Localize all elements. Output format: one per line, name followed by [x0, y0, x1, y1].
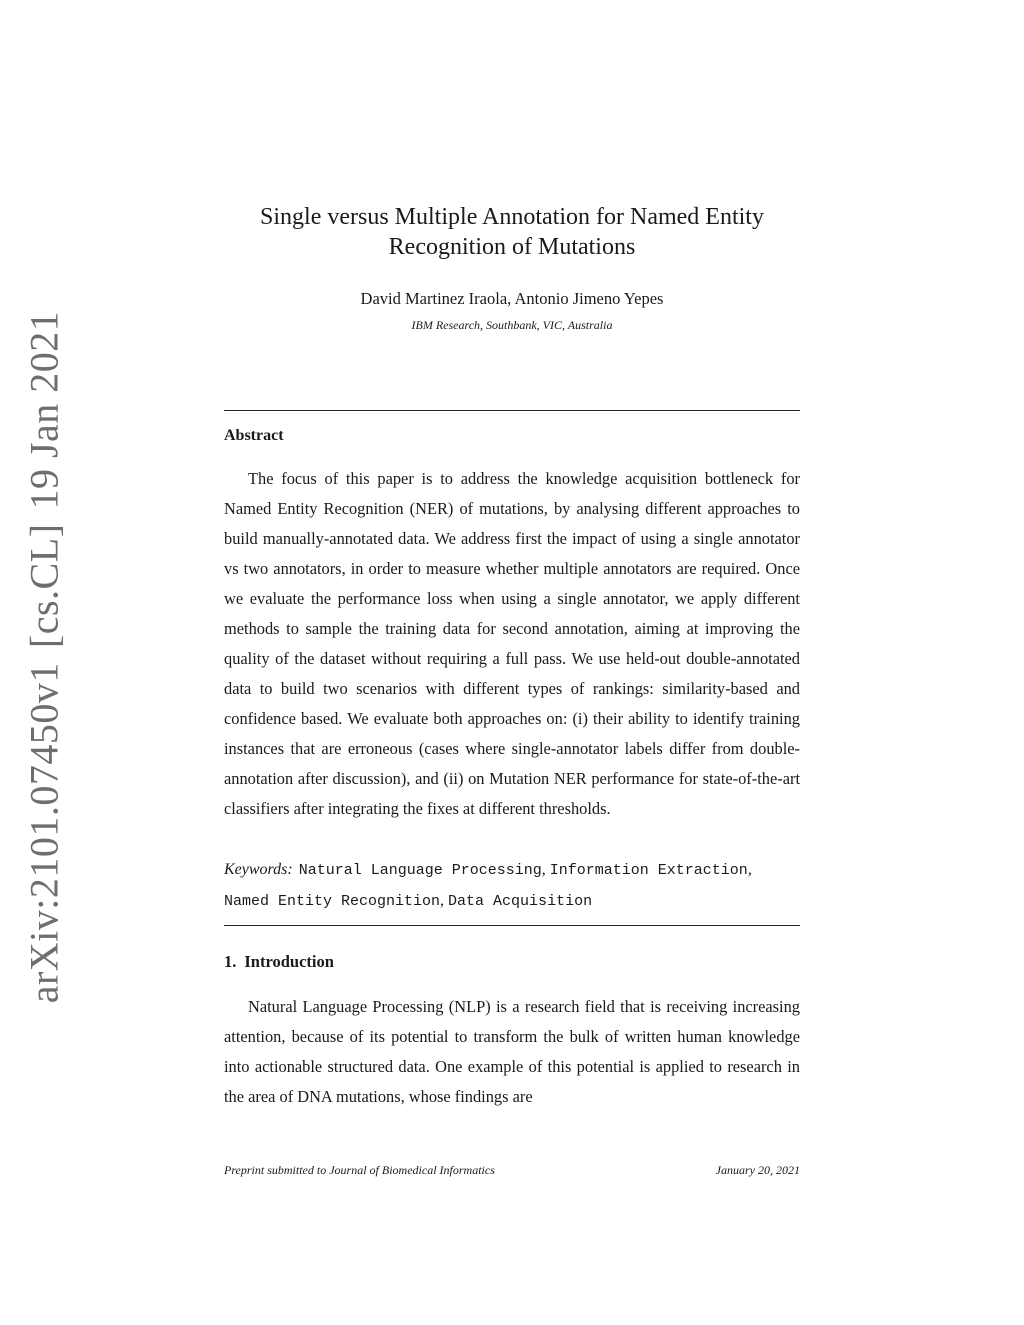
arxiv-category: [cs.CL]: [21, 523, 67, 649]
paper-title: [224, 202, 800, 262]
section-number: 1.: [224, 952, 237, 971]
abstract-bottom-rule: [224, 925, 800, 926]
section-title: Introduction: [244, 952, 334, 971]
arxiv-id: arXiv:2101.07450v1: [21, 662, 67, 1004]
abstract-top-rule: [224, 410, 800, 411]
title-line-1: Single versus Multiple Annotation for Named Entity: [260, 204, 764, 230]
keyword-item: Information Extraction: [549, 862, 748, 879]
abstract-heading: Abstract: [224, 427, 284, 444]
keyword-item: Natural Language Processing: [298, 862, 542, 879]
arxiv-side-stamp: [21, 297, 68, 1004]
keyword-item: Named Entity Recognition: [224, 893, 441, 910]
abstract-text: The focus of this paper is to address the knowledge acquisition bottleneck for Named Entity Recognition (NER) of mutations, by analysing different approaches to build manually-annotated data. We address first the impact of using a single annotator vs two annotators, in order to measure whether multiple annotators are required. Once we evaluate the performance loss when using a single annotator, we apply different methods to sample the training data for second annotation, aiming at improving the quality of the dataset without requiring a full pass. We use held-out double-annotated data to build two scenarios with different types of rankings: similarity-based and confidence based. We evaluate both approaches on: (i) their ability to identify training instances that are erroneous (cases where single-annotator labels differ from double-annotation after discussion), and (ii) on Mutation NER performance for state-of-the-art classifiers after integrating the fixes at different thresholds.: [224, 469, 800, 818]
keywords: Keywords: Natural Language Processing, Information Extraction, Named Entity Recognition, Data Acquisition: [224, 861, 752, 910]
authors: David Martinez Iraola, Antonio Jimeno Yepes: [360, 289, 664, 308]
introduction-text: Natural Language Processing (NLP) is a research field that is receiving increasing attention, because of its potential to transform the bulk of written human knowledge into actionable structured data. One example of this potential is applied to research in the area of DNA mutations, whose findings are: [224, 997, 800, 1106]
affiliation: IBM Research, Southbank, VIC, Australia: [411, 318, 613, 332]
section-heading-introduction: [224, 952, 334, 972]
keyword-item: Data Acquisition: [448, 893, 593, 910]
footer-date: January 20, 2021: [715, 1163, 800, 1177]
title-line-2: Recognition of Mutations: [388, 234, 636, 260]
arxiv-date: 19 Jan 2021: [21, 310, 67, 510]
keywords-label: Keywords:: [224, 861, 293, 878]
footer-journal: Preprint submitted to Journal of Biomedical Informatics: [224, 1163, 495, 1177]
